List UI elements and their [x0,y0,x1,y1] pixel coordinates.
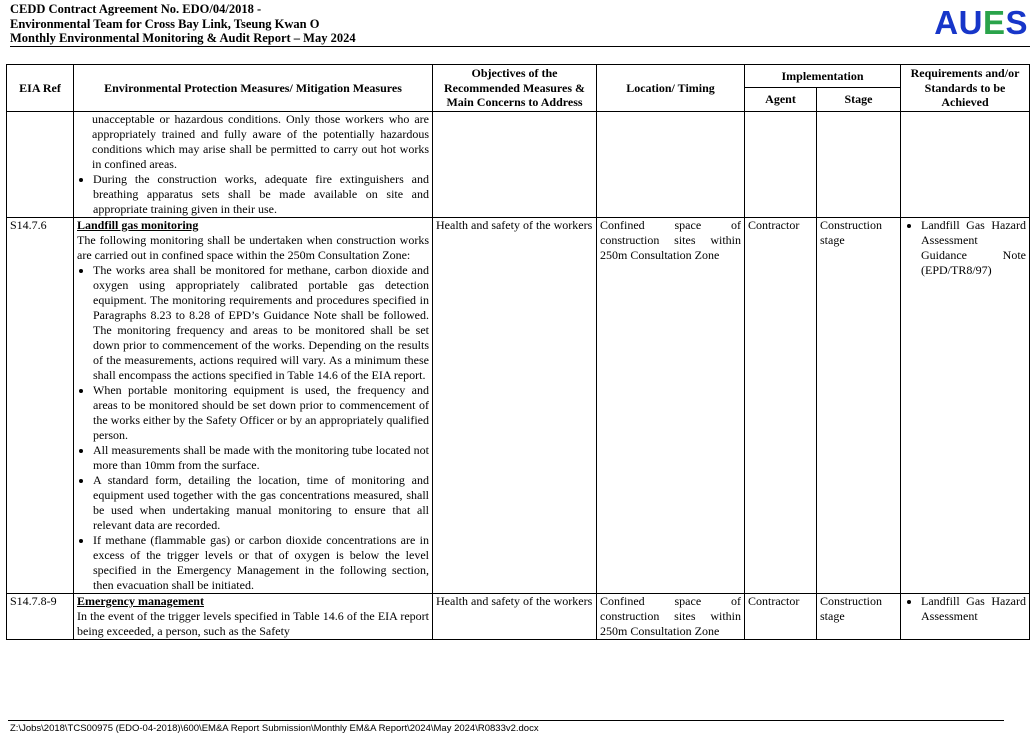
objective-cell: Health and safety of the workers [433,593,597,639]
eia-ref-cell: S14.7.6 [7,217,74,593]
measure-heading: Landfill gas monitoring [77,217,199,232]
stage-cell [817,111,901,217]
col-implementation: Implementation [745,65,901,88]
stage-cell: Construction stage [817,217,901,593]
eia-ref-cell: S14.7.8-9 [7,593,74,639]
objective-cell: Health and safety of the workers [433,217,597,593]
col-objectives: Objectives of the Recommended Measures & Main Concerns to Address [433,65,597,112]
col-eia-ref: EIA Ref [7,65,74,112]
requirement-item: • Landfill Gas Hazard Assessment Guidance Note (EPD/TR8/97) [921,218,1026,278]
continuation-bullets [77,172,429,217]
objective-cell [433,111,597,217]
continuation-text: unacceptable or hazardous conditions. Only those workers who are appropriately trained and fully aware of the potentially hazardous conditions which may arise shall be permitted to carry out hot works in confined areas. [92,111,429,171]
measure-heading: Emergency management [77,593,204,608]
location-cell: Confined space of construction sites within 250m Consultation Zone [597,593,745,639]
agent-cell: Contractor [745,593,817,639]
col-location: Location/ Timing [597,65,745,112]
requirement-cell [901,111,1030,217]
agent-cell: Contractor [745,217,817,593]
header-lines [10,2,1030,46]
report-title-line: Monthly Environmental Monitoring & Audit Report – May 2024 [10,31,356,45]
location-cell: Confined space of construction sites within 250m Consultation Zone [597,217,745,593]
bullet-item: • A standard form, detailing the location, time of monitoring and equipment used together with the gas concentrations measured, shall be used when undertaking manual monitoring to ensure that all relevant data are recorded. [93,473,429,533]
bullet-item: • The works area shall be monitored for methane, carbon dioxide and oxygen using appropriately calibrated portable gas detection equipment. The monitoring requirements and procedures specified in Paragraphs 8.23 to 8.28 of EPD’s Guidance Note shall be followed. The monitoring frequency and areas to be monitored shall be set down prior to commencement of the works. Depending on the results of the measurements, actions required will vary. As a minimum these shall encompass the actions specified in Table 14.6 of the EIA report. [93,263,429,383]
measures-cell [74,217,433,593]
table-row [7,593,1030,639]
col-stage: Stage [817,88,901,111]
page-header [10,2,1030,47]
measure-intro: The following monitoring shall be undertaken when construction works are carried out in confined space within the 250m Consultation Zone: [77,232,429,262]
header-divider [10,46,1030,47]
measures-cell [74,111,433,217]
col-measures: Environmental Protection Measures/ Mitigation Measures [74,65,433,112]
requirement-cell [901,217,1030,593]
aues-logo: AUES [934,4,1028,41]
bullet-item: • If methane (flammable gas) or carbon dioxide concentrations are in excess of the trigger levels or that of oxygen is below the level specified in the Emergency Management in the following section, then evacuation shall be initiated. [93,533,429,593]
ref-cell [7,111,74,217]
measure-intro: In the event of the trigger levels specified in Table 14.6 of the EIA report being exceeded, a person, such as the Safety [77,608,429,638]
location-cell [597,111,745,217]
file-path-footer: Z:\Jobs\2018\TCS00975 (EDO-04-2018)\600\EM&A Report Submission\Monthly EM&A Report\2024\May 2024\R0833v2.docx [10,723,539,734]
col-agent: Agent [745,88,817,111]
measures-cell [74,593,433,639]
table-row [7,217,1030,593]
header-row-1 [7,65,1030,88]
requirement-cell [901,593,1030,639]
measure-bullets [77,263,429,593]
team-line: Environmental Team for Cross Bay Link, Tseung Kwan O [10,16,320,31]
bullet-item: • When portable monitoring equipment is used, the frequency and areas to be monitored should be set down prior to commencement of the works either by the Safety Officer or by an appropriately qualified person. [93,383,429,443]
mitigation-measures-table [6,64,1030,640]
bullet-item: • All measurements shall be made with the monitoring tube located not more than 10mm from the surface. [93,443,429,473]
bullet-item: • During the construction works, adequate fire extinguishers and breathing apparatus sets shall be made available on site and appropriate training given in their use. [93,172,429,217]
footer-divider [8,720,1004,721]
agent-cell [745,111,817,217]
col-requirements: Requirements and/or Standards to be Achieved [901,65,1030,112]
stage-cell: Construction stage [817,593,901,639]
contract-line: CEDD Contract Agreement No. EDO/04/2018 - [10,2,262,16]
table-row-continuation [7,111,1030,217]
requirement-item: • Landfill Gas Hazard Assessment [921,594,1026,624]
